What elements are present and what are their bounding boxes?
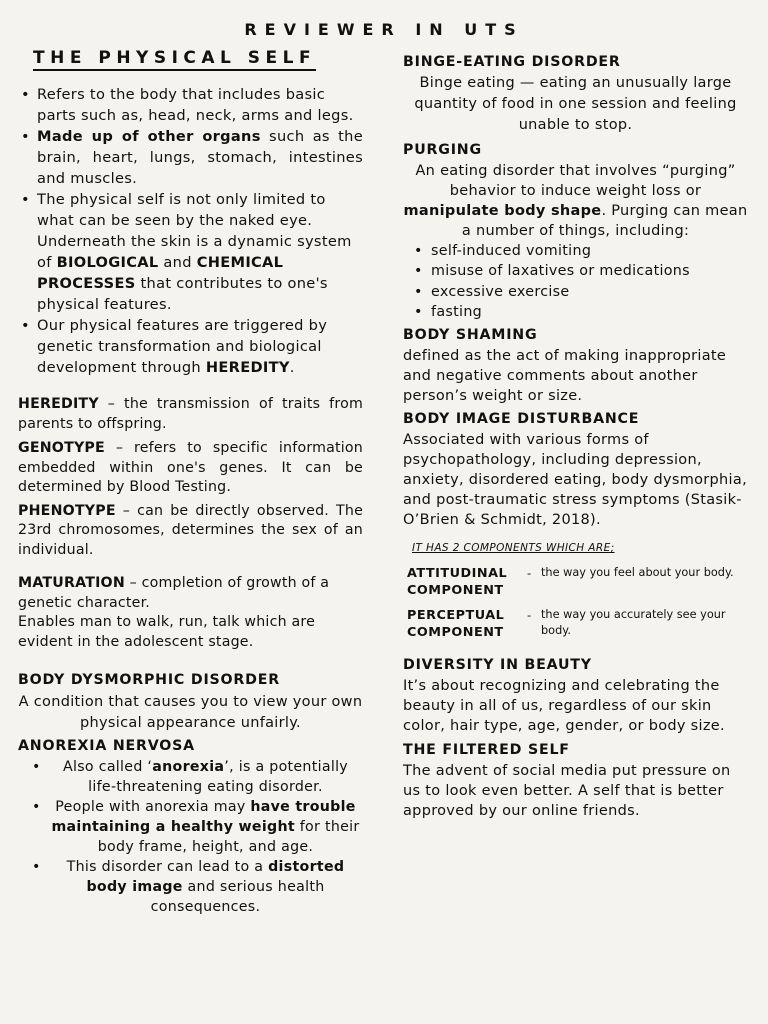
right-column xyxy=(403,54,748,821)
purging-text-part: . Purging can mean a number of things, including: xyxy=(461,203,748,239)
bdd-heading: BODY DYSMORPHIC DISORDER xyxy=(18,672,280,688)
bullet-bold: anorexia xyxy=(152,759,225,775)
purging-list xyxy=(403,241,748,322)
list-item: • self-induced vomiting xyxy=(403,241,748,261)
diversity-heading: DIVERSITY IN BEAUTY xyxy=(403,657,592,674)
components-intro: IT HAS 2 COMPONENTS WHICH ARE; xyxy=(412,542,615,555)
filtered-self-text: The advent of social media put pressure on us to look even better. A self that is better approved by our online friends. xyxy=(403,763,731,820)
definition: – completion of growth of a genetic character. xyxy=(18,575,330,611)
purging-text-part: An eating disorder that involves “purging” behavior to induce weight loss or xyxy=(415,163,736,199)
heredity-definition xyxy=(18,395,363,434)
bullet-bold: distorted body image xyxy=(86,859,345,895)
component-name: PERCEPTUAL COMPONENT xyxy=(407,608,505,641)
anorexia-list xyxy=(18,757,363,917)
component-description: the way you feel about your body. xyxy=(541,566,734,580)
body-shaming-text: defined as the act of making inappropriate and negative comments about another person’s weight or size. xyxy=(403,348,727,405)
definition: – can be directly observed. The 23rd chromosomes, determines the sex of an individual. xyxy=(18,502,363,558)
purging-text xyxy=(403,161,748,241)
term: MATURATION xyxy=(18,575,125,591)
bullet-bold: have trouble maintaining a healthy weight xyxy=(51,799,356,835)
page-title: REVIEWER IN UTS xyxy=(244,20,524,39)
bullet-text: Our physical features are triggered by genetic transformation and biological development through xyxy=(37,317,328,376)
bullet-bold: BIOLOGICAL xyxy=(56,254,159,271)
anorexia-heading: ANOREXIA NERVOSA xyxy=(18,738,195,754)
bullet-text: such as the brain, heart, lungs, stomach, intestines and muscles. xyxy=(37,128,363,187)
bullet-text: that contributes to one's physical features. xyxy=(37,275,328,313)
body-shaming-heading: BODY SHAMING xyxy=(403,327,538,344)
genotype-definition xyxy=(18,439,363,498)
component-dash: - xyxy=(527,608,532,623)
phenotype-definition xyxy=(18,502,363,561)
purging-heading: PURGING xyxy=(403,142,482,158)
definition: – the transmission of traits from parents to offspring. xyxy=(18,396,363,432)
bullet-text: . xyxy=(289,359,295,376)
maturation-extra: Enables man to walk, run, talk which are evident in the adolescent stage. xyxy=(18,614,316,650)
list-item xyxy=(18,757,363,797)
component-row xyxy=(403,607,748,641)
body-image-disturbance-heading: BODY IMAGE DISTURBANCE xyxy=(403,411,640,428)
diversity-text: It’s about recognizing and celebrating the beauty in all of us, regardless of our skin color, hair type, age, gender, or body size. xyxy=(403,678,725,735)
body-image-disturbance-text: Associated with various forms of psychopathology, including depression, anxiety, disordered eating, body dysmorphia, and post-traumatic stress symptoms (Stasik-O’Brien & Schmidt, 2018). xyxy=(403,432,747,529)
component-name: ATTITUDINAL COMPONENT xyxy=(407,566,508,599)
list-item xyxy=(18,315,363,378)
physical-self-heading: THE PHYSICAL SELF xyxy=(33,48,316,71)
purging-bold: manipulate body shape xyxy=(403,203,602,219)
term: HEREDITY xyxy=(18,396,99,412)
list-item: • excessive exercise xyxy=(403,282,748,302)
bullet-text: for their body frame, height, and age. xyxy=(97,819,360,855)
term: PHENOTYPE xyxy=(18,502,116,519)
list-item xyxy=(18,857,363,917)
left-column xyxy=(18,48,363,917)
bullet-text: People with anorexia may xyxy=(55,799,251,815)
bullet-text: This disorder can lead to a xyxy=(66,859,269,875)
filtered-self-heading: THE FILTERED SELF xyxy=(403,742,570,759)
binge-heading: BINGE-EATING DISORDER xyxy=(403,54,621,70)
component-row xyxy=(403,565,748,599)
list-item xyxy=(18,126,363,189)
binge-text: Binge eating — eating an unusually large quantity of food in one session and feeling unable to stop. xyxy=(414,75,737,133)
bullet-text: Also called ‘ xyxy=(62,759,153,775)
bullet-bold: HEREDITY xyxy=(205,359,290,376)
bdd-text: A condition that causes you to view your own physical appearance unfairly. xyxy=(18,694,363,731)
list-item xyxy=(18,797,363,857)
list-item xyxy=(18,84,363,126)
bullet-text: The physical self is not only limited to what can be seen by the naked eye. Underneath the skin is a dynamic system of xyxy=(37,191,352,271)
bullet-text: ’, is a potentially life-threatening eating disorder. xyxy=(88,759,349,795)
term: GENOTYPE xyxy=(18,440,105,456)
component-description: the way you accurately see your body. xyxy=(541,608,726,638)
component-dash: - xyxy=(527,566,532,581)
list-item: • misuse of laxatives or medications xyxy=(403,261,748,281)
list-item xyxy=(18,189,363,315)
bullet-text: and xyxy=(158,254,197,271)
bullet-bold: CHEMICAL PROCESSES xyxy=(37,254,284,292)
bullet-text: Refers to the body that includes basic parts such as, head, neck, arms and legs. xyxy=(37,86,354,124)
maturation-definition xyxy=(18,574,363,613)
physical-self-list xyxy=(18,84,363,378)
definition: – refers to specific information embedded within one's genes. It can be determined by Blood Testing. xyxy=(18,440,363,495)
bullet-bold: Made up of other organs xyxy=(37,128,261,145)
bullet-text: and serious health consequences. xyxy=(150,879,325,915)
list-item: • fasting xyxy=(403,302,748,322)
